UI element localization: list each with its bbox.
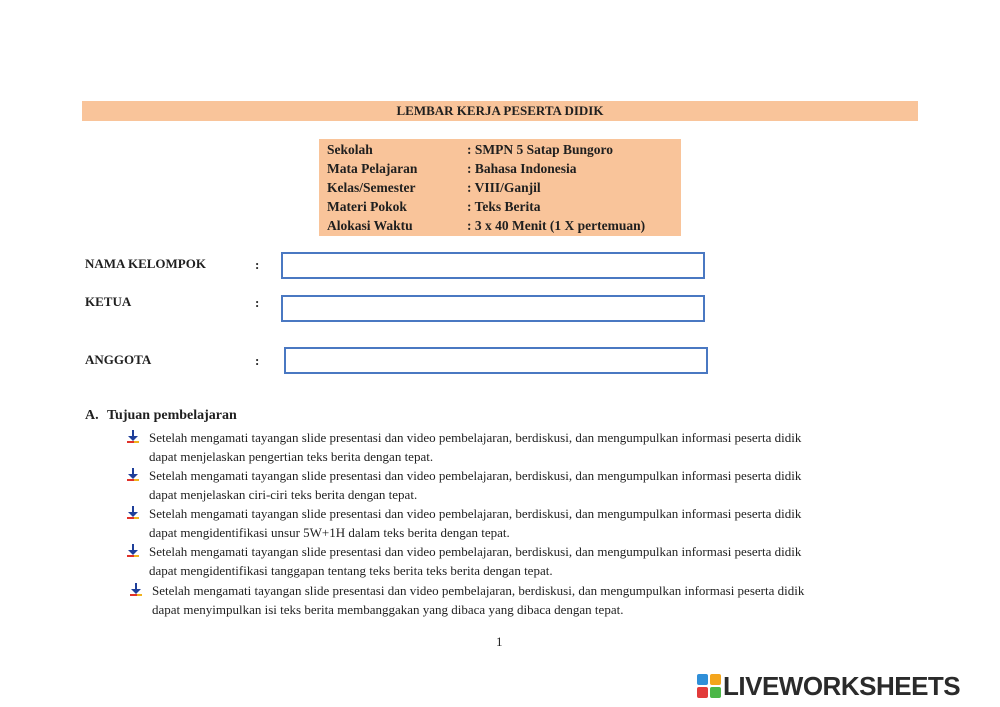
info-value: : VIII/Ganjil [467, 180, 541, 195]
members-colon: : [255, 353, 260, 368]
school-info-box [319, 139, 681, 236]
info-row-subject [327, 159, 577, 178]
section-title: Tujuan pembelajaran [107, 408, 237, 423]
members-label: ANGGOTA [85, 352, 152, 367]
group-name-label: NAMA KELOMPOK [85, 256, 206, 271]
leader-label: KETUA [85, 294, 132, 309]
objective-item [126, 428, 926, 466]
liveworksheets-logo-icon [697, 674, 721, 698]
worksheet-title-banner [82, 101, 918, 121]
objective-line-2: dapat menjelaskan pengertian teks berita dengan tepat. [149, 449, 434, 464]
members-input[interactable] [284, 347, 708, 374]
objective-line-1: Setelah mengamati tayangan slide presentasi dan video pembelajaran, berdiskusi, dan mengumpulkan informasi peserta didik [149, 468, 802, 483]
objective-item [129, 581, 929, 619]
info-value: : Teks Berita [467, 199, 541, 214]
arrow-bullet-icon [129, 583, 143, 597]
info-value: : 3 x 40 Menit (1 X pertemuan) [467, 218, 646, 233]
group-name-input[interactable] [281, 252, 705, 279]
objective-line-2: dapat menyimpulkan isi teks berita membanggakan yang dibaca yang dibaca dengan tepat. [152, 602, 624, 617]
section-a-heading [85, 408, 237, 424]
arrow-bullet-icon [126, 544, 140, 558]
arrow-bullet-icon [126, 430, 140, 444]
objective-line-2: dapat mengidentifikasi tanggapan tentang teks berita teks berita dengan tepat. [149, 563, 553, 578]
group-name-colon: : [255, 257, 260, 272]
worksheet-title: LEMBAR KERJA PESERTA DIDIK [396, 103, 604, 118]
liveworksheets-logo-text: LIVEWORKSHEETS [723, 670, 961, 701]
arrow-bullet-icon [126, 506, 140, 520]
info-label: Sekolah [327, 142, 373, 157]
arrow-bullet-icon [126, 468, 140, 482]
objective-line-1: Setelah mengamati tayangan slide presentasi dan video pembelajaran, berdiskusi, dan mengumpulkan informasi peserta didik [149, 506, 802, 521]
page-number: 1 [496, 634, 503, 649]
section-letter: A. [85, 408, 99, 423]
objective-line-2: dapat menjelaskan ciri-ciri teks berita dengan tepat. [149, 487, 418, 502]
info-label: Alokasi Waktu [327, 218, 413, 233]
info-row-time [327, 216, 645, 235]
info-row-topic [327, 197, 541, 216]
objective-item [126, 466, 926, 504]
objective-item [126, 542, 926, 580]
leader-colon: : [255, 295, 260, 310]
leader-input[interactable] [281, 295, 705, 322]
objective-line-1: Setelah mengamati tayangan slide presentasi dan video pembelajaran, berdiskusi, dan mengumpulkan informasi peserta didik [149, 544, 802, 559]
objective-line-2: dapat mengidentifikasi unsur 5W+1H dalam teks berita dengan tepat. [149, 525, 510, 540]
objective-line-1: Setelah mengamati tayangan slide presentasi dan video pembelajaran, berdiskusi, dan mengumpulkan informasi peserta didik [152, 583, 805, 598]
objective-line-1: Setelah mengamati tayangan slide presentasi dan video pembelajaran, berdiskusi, dan mengumpulkan informasi peserta didik [149, 430, 802, 445]
info-row-school [327, 140, 613, 159]
info-value: : SMPN 5 Satap Bungoro [467, 142, 614, 157]
liveworksheets-logo [697, 672, 960, 700]
info-label: Kelas/Semester [327, 180, 416, 195]
info-label: Mata Pelajaran [327, 161, 418, 176]
info-label: Materi Pokok [327, 199, 407, 214]
info-value: : Bahasa Indonesia [467, 161, 577, 176]
objective-item [126, 504, 926, 542]
info-row-class [327, 178, 541, 197]
